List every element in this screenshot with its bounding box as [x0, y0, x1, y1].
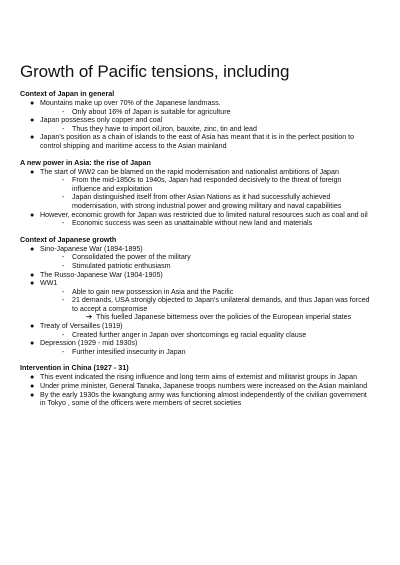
list-item-text: Sino-Japanese War (1894-1895): [40, 244, 143, 253]
list-item: [20, 176, 370, 193]
list-item-text: Treaty of Versailles (1919): [40, 322, 123, 331]
page-title: Growth of Pacific tensions, including: [20, 62, 290, 81]
bullet-icon: ●: [30, 322, 35, 331]
list-item: [20, 262, 370, 271]
list-item: [20, 331, 370, 340]
list-item-text: Only about 16% of Japan is suitable for agriculture: [72, 107, 231, 116]
list-item-text: Created further anger in Japan over shortcomings eg racial equality clause: [72, 330, 307, 339]
bullet-icon: ●: [30, 133, 35, 142]
arrow-icon: ➔: [86, 312, 93, 322]
list-item-text: Japan possesses only copper and coal: [40, 116, 163, 125]
list-item-text: 21 demands, USA strongly objected to Japan's unilateral demands, and thus Japan was forced to accept a compromise: [72, 296, 370, 313]
list-item-text: Able to gain new possession in Asia and the Pacific: [72, 287, 234, 296]
section: [20, 158, 370, 228]
list-item: [20, 125, 370, 134]
list-item-text: WW1: [40, 279, 58, 288]
list-item: [20, 322, 370, 331]
dash-icon: -: [62, 347, 65, 356]
list-item: [20, 193, 370, 210]
dash-icon: -: [62, 124, 65, 133]
list-item-text: The Russo-Japanese War (1904-1905): [40, 270, 163, 279]
list-item-text: Consolidated the power of the military: [72, 253, 191, 262]
list-item: [20, 253, 370, 262]
list-item-text: This event indicated the rising influence and long term aims of extemist and militarist groups in Japan: [40, 373, 358, 382]
list-item-text: From the mid-1850s to 1940s, Japan had responded decisively to the threat of foreign influence and exploitation: [72, 176, 342, 193]
list-item: [20, 116, 370, 125]
list-item: [20, 211, 370, 220]
bullet-icon: ●: [30, 373, 35, 382]
list-item-text: This fuelled Japanese bitterness over the policies of the European imperial states: [96, 313, 352, 322]
section-heading: Context of Japanese growth: [20, 234, 117, 244]
list-item-text: Economic success was seen as unattainable without new land and materials: [72, 219, 313, 228]
bullet-icon: ●: [30, 210, 35, 219]
list-item: [20, 382, 370, 391]
dash-icon: -: [62, 287, 65, 296]
bullet-icon: ●: [30, 382, 35, 391]
section-heading: Context of Japan in general: [20, 89, 115, 98]
list-item: [20, 168, 370, 177]
dash-icon: -: [62, 193, 65, 202]
list-item-text: Depression (1929 - mid 1930s): [40, 339, 138, 348]
section: [20, 89, 370, 151]
bullet-icon: ●: [30, 99, 35, 107]
bullet-icon: ●: [30, 390, 35, 399]
list-item-text: Stimulated patriotic enthusiasm: [72, 261, 171, 270]
list-item: [20, 373, 370, 382]
bullet-list: [20, 99, 370, 151]
list-item: [20, 348, 370, 357]
bullet-icon: ●: [30, 244, 35, 253]
bullet-list: [20, 245, 370, 357]
bullet-icon: ●: [30, 339, 35, 348]
list-item: [20, 288, 370, 297]
list-item: [20, 219, 370, 228]
list-item-text: Japan's position as a chain of islands to the east of Asia has meant that it is in the perfect position to control shipping and maritime access to the Asian mainland: [40, 133, 355, 150]
section: [20, 363, 370, 407]
list-item: [20, 271, 370, 280]
list-item-text: Under prime minister, General Tanaka, Japanese troops numbers were increased on the Asian mainland: [40, 382, 368, 391]
section: [20, 235, 370, 357]
document-body: [20, 89, 370, 408]
dash-icon: -: [62, 107, 65, 116]
list-item: [20, 296, 370, 313]
dash-icon: -: [62, 176, 65, 185]
list-item: [20, 279, 370, 288]
bullet-list: [20, 373, 370, 407]
dash-icon: -: [62, 330, 65, 339]
list-item: [20, 391, 370, 408]
list-item: [20, 99, 370, 108]
list-item-text: Mountains make up over 70% of the Japanese landmass.: [40, 99, 221, 107]
list-item-text: By the early 1930s the kwangtung army was functioning almost independently of the civilian government in Tokyo , some of the officers were members of secret societies: [40, 390, 367, 408]
dash-icon: -: [62, 296, 65, 305]
section-heading: A new power in Asia: the rise of Japan: [20, 157, 151, 167]
section-heading: Intervention in China (1927 - 31): [20, 363, 129, 373]
list-item-text: The start of WW2 can be blamed on the rapid modernisation and nationalist ambitions of Japan: [40, 167, 339, 176]
list-item: [20, 133, 370, 150]
dash-icon: -: [62, 253, 65, 262]
list-item: [20, 245, 370, 254]
list-item: [20, 339, 370, 348]
bullet-icon: ●: [30, 167, 35, 176]
list-item-text: However, economic growth for Japan was restricted due to limited natural resources such as coal and oil: [40, 210, 368, 219]
list-item-text: Further intesified insecurity in Japan: [72, 347, 186, 356]
list-item: [20, 108, 370, 117]
list-item: [20, 313, 370, 322]
dash-icon: -: [62, 219, 65, 228]
dash-icon: -: [62, 261, 65, 270]
list-item-text: Thus they have to import oil,iron, bauxite, zinc, tin and lead: [72, 124, 257, 133]
list-item-text: Japan distinguished itself from other Asian Nations as it had successfully achieved modernisation, with strong industrial power and growing military and naval capabilities: [72, 193, 342, 210]
bullet-list: [20, 168, 370, 228]
bullet-icon: ●: [30, 279, 35, 288]
bullet-icon: ●: [30, 270, 35, 279]
bullet-icon: ●: [30, 116, 35, 125]
